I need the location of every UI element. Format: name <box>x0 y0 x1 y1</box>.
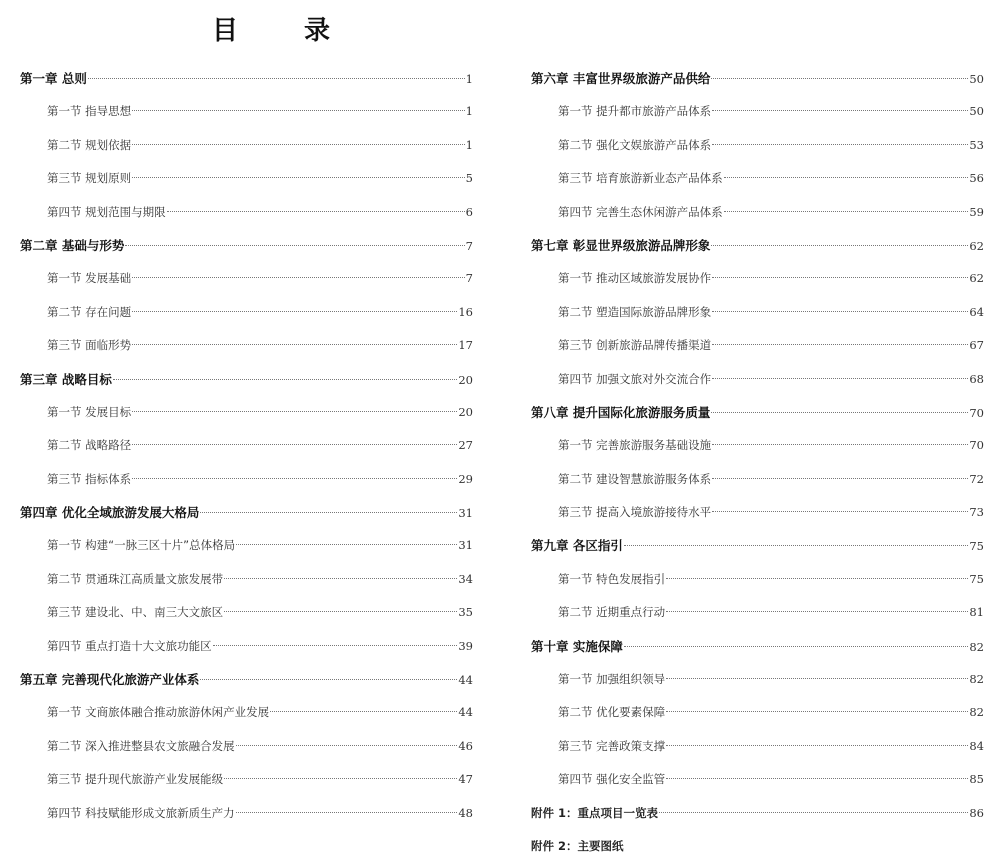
toc-entry-label: 第二节 近期重点行动 <box>558 605 666 620</box>
toc-entry-label: 第二节 优化要素保障 <box>558 705 666 720</box>
toc-page-number: 31 <box>458 538 473 553</box>
toc-dot-leader <box>132 110 465 111</box>
toc-entry-label: 第一节 加强组织领导 <box>558 672 666 687</box>
toc-section-entry[interactable] <box>531 296 984 329</box>
toc-dot-leader <box>724 177 969 178</box>
toc-section-entry[interactable] <box>20 529 473 562</box>
toc-entry-label: 第四节 加强文旅对外交流合作 <box>558 371 712 386</box>
toc-section-entry[interactable] <box>531 162 984 195</box>
toc-page-number: 64 <box>969 304 984 319</box>
toc-page-number: 48 <box>458 805 473 820</box>
toc-section-entry[interactable] <box>20 396 473 429</box>
toc-section-entry[interactable] <box>531 563 984 596</box>
toc-section-entry[interactable] <box>20 797 473 830</box>
toc-entry-label: 第一节 指导思想 <box>47 104 132 119</box>
toc-dot-leader <box>666 611 968 612</box>
toc-chapter-entry[interactable] <box>531 630 984 663</box>
toc-entry-label: 第四节 完善生态休闲游产品体系 <box>558 204 723 219</box>
toc-section-entry[interactable] <box>531 596 984 629</box>
toc-page-number: 86 <box>969 805 984 820</box>
toc-dot-leader <box>213 645 458 646</box>
toc-dot-leader <box>224 611 457 612</box>
toc-page-number: 6 <box>465 204 473 219</box>
toc-entry-label: 第三节 培育旅游新业态产品体系 <box>558 171 723 186</box>
toc-dot-leader <box>200 679 457 680</box>
toc-chapter-entry[interactable] <box>20 363 473 396</box>
toc-entry-label: 第三节 建设北、中、南三大文旅区 <box>47 605 224 620</box>
toc-entry-label: 第三章 战略目标 <box>20 371 112 387</box>
page-title: 目 录 <box>212 16 351 46</box>
toc-section-entry[interactable] <box>531 95 984 128</box>
toc-entry-label: 第三节 规划原则 <box>47 171 132 186</box>
toc-entry-label: 第二节 贯通珠江高质量文旅发展带 <box>47 571 224 586</box>
toc-section-entry[interactable] <box>531 696 984 729</box>
toc-dot-leader <box>666 745 968 746</box>
toc-chapter-entry[interactable] <box>20 663 473 696</box>
toc-section-entry[interactable] <box>20 730 473 763</box>
toc-entry-label: 附件 2：主要图纸 <box>531 838 624 853</box>
toc-entry-label: 第二节 塑造国际旅游品牌形象 <box>558 304 712 319</box>
toc-entry-label: 第三节 创新旅游品牌传播渠道 <box>558 338 712 353</box>
toc-page-number: 20 <box>458 404 473 419</box>
toc-entry-label: 第二节 建设智慧旅游服务体系 <box>558 471 712 486</box>
toc-page-number: 44 <box>458 705 473 720</box>
toc-entry-label: 第八章 提升国际化旅游服务质量 <box>531 404 711 420</box>
toc-dot-leader <box>270 711 457 712</box>
toc-dot-leader <box>236 544 457 545</box>
toc-section-entry[interactable] <box>20 696 473 729</box>
toc-section-entry[interactable] <box>531 463 984 496</box>
toc-section-entry[interactable] <box>20 429 473 462</box>
toc-page-number: 1 <box>465 137 473 152</box>
toc-page-number: 59 <box>969 204 984 219</box>
toc-entry-label: 第三节 提升现代旅游产业发展能级 <box>47 772 224 787</box>
toc-entry-label: 第六章 丰富世界级旅游产品供给 <box>531 71 711 86</box>
toc-section-entry[interactable] <box>531 730 984 763</box>
toc-section-entry[interactable] <box>20 630 473 663</box>
toc-section-entry[interactable] <box>531 763 984 796</box>
toc-section-entry[interactable] <box>20 563 473 596</box>
toc-page-number: 16 <box>458 304 473 319</box>
toc-page-number: 82 <box>969 639 984 654</box>
toc-page-number: 17 <box>458 338 473 353</box>
toc-entry-label: 第四章 优化全域旅游发展大格局 <box>20 505 200 521</box>
toc-chapter-entry[interactable] <box>531 229 984 262</box>
toc-page-number: 62 <box>969 271 984 286</box>
toc-page-number: 75 <box>969 539 984 554</box>
toc-dot-leader <box>666 578 968 579</box>
toc-entry-label: 第一节 文商旅体融合推动旅游休闲产业发展 <box>47 705 270 720</box>
toc-section-entry[interactable] <box>20 596 473 629</box>
toc-entry-label: 第五章 完善现代化旅游产业体系 <box>20 672 200 688</box>
toc-entry-label: 第三节 面临形势 <box>47 338 132 353</box>
toc-page-number: 29 <box>458 471 473 486</box>
toc-dot-leader <box>666 711 968 712</box>
toc-page-number: 39 <box>458 638 473 653</box>
toc-entry-label: 第三节 完善政策支撑 <box>558 738 666 753</box>
toc-page-number: 56 <box>969 171 984 186</box>
toc-page-number: 34 <box>458 571 473 586</box>
toc-entry-label: 第一节 构建“一脉三区十片”总体格局 <box>47 538 236 553</box>
toc-entry-label: 第三节 指标体系 <box>47 471 132 486</box>
toc-dot-leader <box>624 646 969 647</box>
toc-dot-leader <box>712 378 968 379</box>
toc-dot-leader <box>666 678 968 679</box>
toc-dot-leader <box>132 411 457 412</box>
toc-dot-leader <box>125 245 464 246</box>
toc-page-number: 75 <box>969 571 984 586</box>
toc-page-number: 5 <box>465 171 473 186</box>
toc-page-number: 7 <box>465 271 473 286</box>
toc-page-number: 82 <box>969 705 984 720</box>
toc-dot-leader <box>712 444 968 445</box>
toc-entry-label: 第四节 科技赋能形成文旅新质生产力 <box>47 805 235 820</box>
toc-dot-leader <box>132 478 457 479</box>
toc-entry-label: 第一节 提升都市旅游产品体系 <box>558 104 712 119</box>
toc-entry-label: 第二章 基础与形势 <box>20 237 125 253</box>
toc-page-number: 62 <box>969 238 984 253</box>
toc-section-entry[interactable] <box>20 329 473 362</box>
toc-page-number: 50 <box>969 72 984 86</box>
toc-annex-entry[interactable] <box>531 797 984 830</box>
toc-entry-label: 第二节 存在问题 <box>47 304 132 319</box>
toc-dot-leader <box>236 812 458 813</box>
toc-dot-leader <box>200 512 457 513</box>
toc-section-entry[interactable] <box>531 129 984 162</box>
toc-entry-label: 第二节 强化文娱旅游产品体系 <box>558 137 712 152</box>
toc-dot-leader <box>113 379 458 380</box>
toc-page-number: 53 <box>969 137 984 152</box>
toc-dot-leader <box>132 444 457 445</box>
toc-entry-label: 第二节 规划依据 <box>47 137 132 152</box>
toc-entry-label: 第九章 各区指引 <box>531 538 623 554</box>
toc-chapter-entry[interactable] <box>531 62 984 95</box>
toc-dot-leader <box>712 511 968 512</box>
toc-page-number: 73 <box>969 505 984 520</box>
toc-section-entry[interactable] <box>531 429 984 462</box>
toc-section-entry[interactable] <box>20 196 473 229</box>
toc-page-number: 1 <box>465 72 473 86</box>
toc-page-number: 27 <box>458 438 473 453</box>
toc-entry-label: 第二节 战略路径 <box>47 438 132 453</box>
toc-chapter-entry[interactable] <box>20 62 473 95</box>
toc-dot-leader <box>712 311 968 312</box>
toc-section-entry[interactable] <box>20 95 473 128</box>
toc-section-entry[interactable] <box>20 763 473 796</box>
toc-page-number: 67 <box>969 338 984 353</box>
toc-chapter-entry[interactable] <box>20 229 473 262</box>
toc-page-number: 50 <box>969 104 984 119</box>
toc-dot-leader <box>724 211 969 212</box>
toc-page-number: 7 <box>465 238 473 253</box>
toc-entry-label: 第四节 规划范围与期限 <box>47 204 166 219</box>
toc-entry-label: 附件 1：重点项目一览表 <box>531 805 659 820</box>
toc-chapter-entry[interactable] <box>531 529 984 562</box>
toc-entry-label: 第十章 实施保障 <box>531 638 623 654</box>
toc-page-number: 72 <box>969 471 984 486</box>
toc-dot-leader <box>711 245 968 246</box>
toc-dot-leader <box>712 478 968 479</box>
toc-section-entry[interactable] <box>531 262 984 295</box>
toc-page-number: 81 <box>969 605 984 620</box>
toc-dot-leader <box>712 144 968 145</box>
toc-section-entry[interactable] <box>531 329 984 362</box>
toc-section-entry[interactable] <box>531 196 984 229</box>
toc-page-number: 70 <box>969 438 984 453</box>
toc-section-entry[interactable] <box>20 296 473 329</box>
toc-section-entry[interactable] <box>531 496 984 529</box>
toc-section-entry[interactable] <box>531 363 984 396</box>
toc-dot-leader <box>167 211 465 212</box>
toc-dot-leader <box>224 578 457 579</box>
toc-entry-label: 第三节 提高入境旅游接待水平 <box>558 505 712 520</box>
toc-dot-leader <box>132 177 465 178</box>
toc-entry-label: 第四节 强化安全监管 <box>558 772 666 787</box>
toc-dot-leader <box>132 277 465 278</box>
toc-section-entry[interactable] <box>20 463 473 496</box>
toc-page-number: 46 <box>458 738 473 753</box>
toc-dot-leader <box>712 344 968 345</box>
toc-dot-leader <box>666 778 968 779</box>
toc-left-column <box>20 62 473 830</box>
toc-entry-label: 第一节 推动区域旅游发展协作 <box>558 271 712 286</box>
toc-section-entry[interactable] <box>531 663 984 696</box>
toc-page-number: 31 <box>458 506 473 521</box>
toc-dot-leader <box>224 778 457 779</box>
toc-chapter-entry[interactable] <box>20 496 473 529</box>
toc-annex-entry[interactable] <box>531 830 984 863</box>
toc-entry-label: 第七章 彰显世界级旅游品牌形象 <box>531 237 711 253</box>
toc-dot-leader <box>132 144 465 145</box>
toc-dot-leader <box>712 110 968 111</box>
toc-dot-leader <box>88 78 465 79</box>
toc-dot-leader <box>624 545 969 546</box>
toc-section-entry[interactable] <box>20 262 473 295</box>
toc-dot-leader <box>711 78 968 79</box>
toc-entry-label: 第一节 特色发展指引 <box>558 571 666 586</box>
toc-page-number: 47 <box>458 772 473 787</box>
toc-page-number: 35 <box>458 605 473 620</box>
toc-entry-label: 第二节 深入推进整县农文旅融合发展 <box>47 738 235 753</box>
toc-dot-leader <box>659 812 968 813</box>
toc-entry-label: 第一节 发展目标 <box>47 404 132 419</box>
toc-chapter-entry[interactable] <box>531 396 984 429</box>
toc-page-number: 85 <box>969 772 984 787</box>
toc-page-number: 82 <box>969 672 984 687</box>
toc-entry-label: 第一节 完善旅游服务基础设施 <box>558 438 712 453</box>
toc-dot-leader <box>132 311 457 312</box>
toc-section-entry[interactable] <box>20 129 473 162</box>
toc-page-number: 68 <box>969 371 984 386</box>
toc-dot-leader <box>712 277 968 278</box>
toc-dot-leader <box>236 745 458 746</box>
toc-right-column <box>531 62 984 863</box>
toc-entry-label: 第一章 总则 <box>20 71 87 86</box>
toc-page-number: 70 <box>969 405 984 420</box>
toc-entry-label: 第四节 重点打造十大文旅功能区 <box>47 638 212 653</box>
toc-page-number: 20 <box>458 372 473 387</box>
toc-dot-leader <box>711 412 968 413</box>
toc-section-entry[interactable] <box>20 162 473 195</box>
toc-page-number: 84 <box>969 738 984 753</box>
toc-dot-leader <box>132 344 457 345</box>
toc-entry-label: 第一节 发展基础 <box>47 271 132 286</box>
toc-page-number: 1 <box>465 104 473 119</box>
toc-page-number: 44 <box>458 673 473 688</box>
